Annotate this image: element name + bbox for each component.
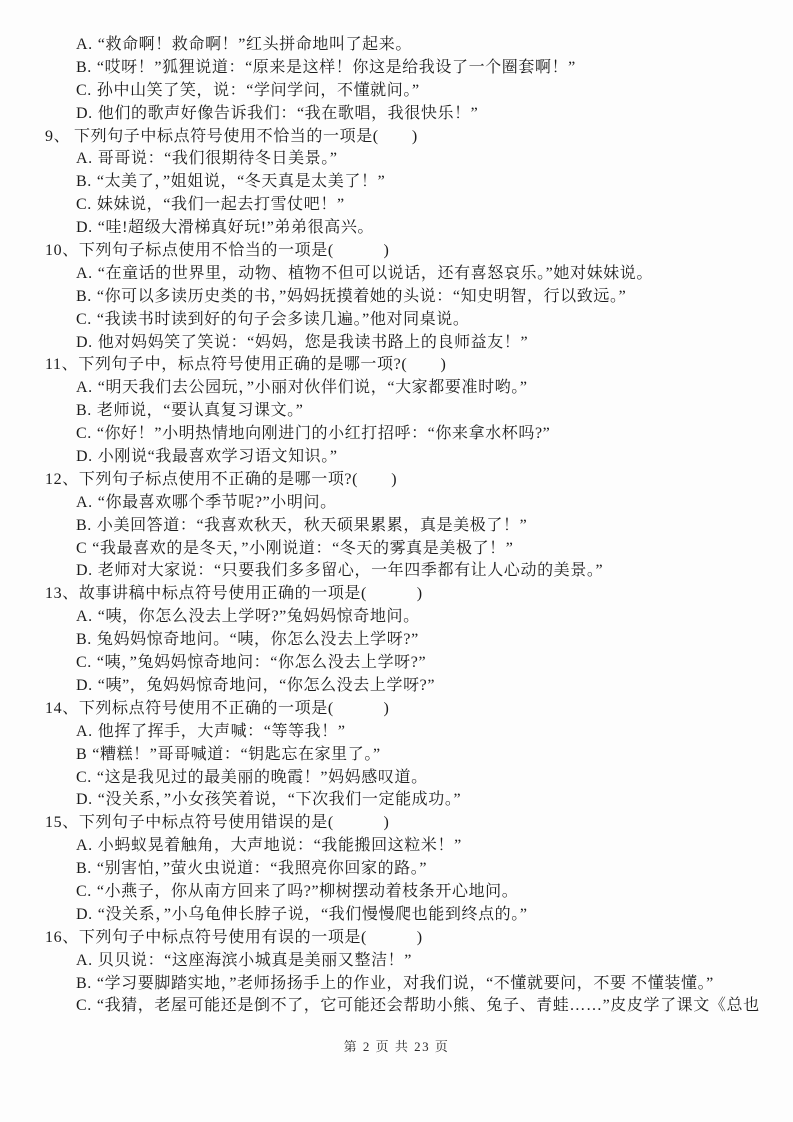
option-text: “你好！”小明热情地向刚进门的小红打招呼：“你来拿水杯吗?” — [96, 425, 551, 443]
question-number: 16、 — [45, 928, 79, 946]
option-label: B. — [76, 402, 92, 420]
option-text: “没关系，”小乌龟伸长脖子说，“我们慢慢爬也能到终点的。” — [97, 905, 528, 923]
option-label: C. — [76, 425, 92, 443]
option-text: “我最喜欢的是冬天，”小刚说道：“冬天的雾真是美极了！” — [92, 539, 514, 557]
option-line — [45, 263, 793, 286]
option-text: 贝贝说：“这座海滨小城真是美丽又整洁！” — [97, 951, 412, 969]
question-line — [45, 354, 793, 377]
option-text: “你最喜欢哪个季节呢?”小明问。 — [97, 493, 337, 511]
option-text: 小蚂蚁晃着触角，大声地说：“我能搬回这粒米！” — [97, 837, 462, 855]
option-line — [45, 171, 793, 194]
option-text: 妹妹说，“我们一起去打雪仗吧！” — [96, 196, 345, 214]
option-label: A. — [76, 150, 93, 168]
option-label: A. — [76, 837, 93, 855]
option-text: “我猜，老屋可能还是倒不了，它可能还会帮助小熊、兔子、青蛙……”皮皮学了课文《总也 — [96, 997, 760, 1015]
question-line — [45, 812, 793, 835]
question-number: 13、 — [45, 585, 79, 603]
option-label: C. — [76, 997, 92, 1015]
question-number: 14、 — [45, 699, 79, 717]
option-line — [45, 446, 793, 469]
option-line — [45, 286, 793, 309]
option-line — [45, 34, 793, 57]
option-text: “我读书时读到好的句子会多读几遍。”他对同桌说。 — [96, 310, 470, 328]
option-label: B. — [76, 287, 92, 305]
page-footer: 第 2 页 共 23 页 — [343, 1039, 450, 1054]
option-line — [45, 80, 793, 103]
option-line — [45, 148, 793, 171]
question-stem: 下列标点符号使用不正确的一项是( ) — [78, 699, 390, 717]
option-line — [45, 103, 793, 126]
option-line — [45, 675, 793, 698]
option-text: “学习要脚踏实地，”老师扬扬手上的作业，对我们说，“不懂就要问，不要 不懂装懂。” — [96, 974, 714, 992]
option-label: B — [76, 745, 88, 763]
option-line — [45, 904, 793, 927]
question-line — [45, 240, 793, 263]
option-text: “救命啊！救命啊！”红头拼命地叫了起来。 — [97, 36, 412, 53]
option-label: C. — [76, 81, 92, 99]
option-label: B. — [76, 860, 92, 878]
option-label: D. — [76, 791, 93, 809]
option-label: D. — [76, 905, 93, 923]
option-text: “在童话的世界里，动物、植物不但可以说话，还有喜怒哀乐。”她对妹妹说。 — [97, 264, 653, 282]
option-line — [45, 721, 793, 744]
option-label: A. — [76, 608, 93, 626]
option-line — [45, 538, 793, 561]
option-text: “哎呀！”狐狸说道：“原来是这样！你这是给我设了一个圈套啊！” — [96, 58, 576, 76]
option-label: A. — [76, 379, 93, 397]
option-label: C. — [76, 654, 92, 672]
option-line — [45, 515, 793, 538]
option-text: “太美了，”姐姐说，“冬天真是太美了！” — [96, 173, 386, 191]
option-label: D. — [76, 219, 93, 237]
question-line — [45, 469, 793, 492]
option-text: “明天我们去公园玩，”小丽对伙伴们说，“大家都要准时哟。” — [97, 379, 528, 397]
option-label: A. — [76, 264, 93, 282]
question-number: 11、 — [45, 356, 79, 374]
question-number: 10、 — [45, 242, 79, 260]
question-stem: 下列句子中，标点符号使用正确的是哪一项?( ) — [78, 356, 447, 374]
option-label: B. — [76, 516, 92, 534]
option-line — [45, 606, 793, 629]
option-line — [45, 400, 793, 423]
option-line — [45, 835, 793, 858]
option-text: 他对妈妈笑了笑说：“妈妈，您是我读书路上的良师益友！” — [97, 333, 529, 351]
option-label: D. — [76, 333, 93, 351]
option-text: “咦”，兔妈妈惊奇地问，“你怎么没去上学呀?” — [97, 676, 436, 694]
question-stem: 下列句子标点使用不正确的是哪一项?( ) — [78, 470, 398, 488]
question-list — [45, 34, 793, 1018]
option-line — [45, 629, 793, 652]
question-number: 9、 — [45, 127, 71, 145]
option-text: “糟糕！”哥哥喊道：“钥匙忘在家里了。” — [92, 745, 381, 763]
option-label: B. — [76, 631, 92, 649]
option-text: “这是我见过的最美丽的晚霞！”妈妈感叹道。 — [96, 768, 428, 786]
option-label: D. — [76, 448, 93, 466]
option-label: D. — [76, 562, 93, 580]
option-text: “你可以多读历史类的书，”妈妈抚摸着她的头说：“知史明智，行以致远。” — [96, 287, 627, 305]
option-label: C. — [76, 310, 92, 328]
option-text: “咦，你怎么没去上学呀?”兔妈妈惊奇地问。 — [97, 608, 420, 626]
option-text: 小刚说“我最喜欢学习语文知识。” — [97, 448, 338, 466]
option-line — [45, 377, 793, 400]
option-label: A. — [76, 951, 93, 969]
question-stem: 故事讲稿中标点符号使用正确的一项是( ) — [78, 585, 423, 603]
option-line — [45, 57, 793, 80]
option-line — [45, 950, 793, 973]
option-label: C — [76, 539, 88, 557]
option-text: “别害怕，”萤火虫说道：“我照亮你回家的路。” — [96, 860, 428, 878]
question-stem: 下列句子中标点符号使用错误的是( ) — [78, 814, 390, 832]
option-line — [45, 492, 793, 515]
question-number: 15、 — [45, 814, 79, 832]
option-label: C. — [76, 768, 92, 786]
option-text: 他们的歌声好像告诉我们：“我在歌唱，我很快乐！” — [97, 104, 479, 122]
question-line — [45, 927, 793, 950]
option-label: C. — [76, 196, 92, 214]
option-line — [45, 332, 793, 355]
option-label: D. — [76, 104, 93, 122]
option-line — [45, 767, 793, 790]
option-line — [45, 858, 793, 881]
option-text: 老师说，“要认真复习课文。” — [96, 402, 304, 420]
option-text: 哥哥说：“我们很期待冬日美景。” — [97, 150, 338, 168]
option-text: “小燕子，你从南方回来了吗?”柳树摆动着枝条开心地问。 — [96, 882, 519, 900]
option-text: 孙中山笑了笑，说：“学问学问，不懂就问。” — [96, 81, 420, 99]
question-stem: 下列句子标点使用不恰当的一项是( ) — [78, 242, 390, 260]
option-label: B. — [76, 58, 92, 76]
option-line — [45, 423, 793, 446]
question-line — [45, 698, 793, 721]
option-text: “哇!超级大滑梯真好玩!”弟弟很高兴。 — [97, 219, 375, 237]
option-line — [45, 309, 793, 332]
option-label: A. — [76, 36, 93, 53]
option-line — [45, 217, 793, 240]
option-line — [45, 995, 793, 1018]
option-line — [45, 652, 793, 675]
option-label: B. — [76, 173, 92, 191]
option-line — [45, 881, 793, 904]
option-line — [45, 744, 793, 767]
question-number: 12、 — [45, 470, 79, 488]
option-line — [45, 973, 793, 996]
option-text: “咦，”兔妈妈惊奇地问：“你怎么没去上学呀?” — [96, 654, 427, 672]
question-stem: 下列句子中标点符号使用有误的一项是( ) — [78, 928, 423, 946]
option-line — [45, 789, 793, 812]
question-line — [45, 583, 793, 606]
option-text: “没关系，”小女孩笑着说，“下次我们一定能成功。” — [97, 791, 462, 809]
option-label: A. — [76, 722, 93, 740]
option-line — [45, 560, 793, 583]
option-label: B. — [76, 974, 92, 992]
option-text: 老师对大家说：“只要我们多多留心，一年四季都有让人心动的美景。” — [97, 562, 604, 580]
option-text: 兔妈妈惊奇地问。“咦，你怎么没去上学呀?” — [96, 631, 419, 649]
option-label: A. — [76, 493, 93, 511]
option-text: 小美回答道：“我喜欢秋天，秋天硕果累累，真是美极了！” — [96, 516, 528, 534]
question-line — [45, 126, 793, 149]
question-stem: 下列句子中标点符号使用不恰当的一项是( ) — [74, 127, 418, 145]
option-line — [45, 194, 793, 217]
option-text: 他挥了挥手，大声喊：“等等我！” — [97, 722, 346, 740]
option-label: D. — [76, 676, 93, 694]
option-label: C. — [76, 882, 92, 900]
